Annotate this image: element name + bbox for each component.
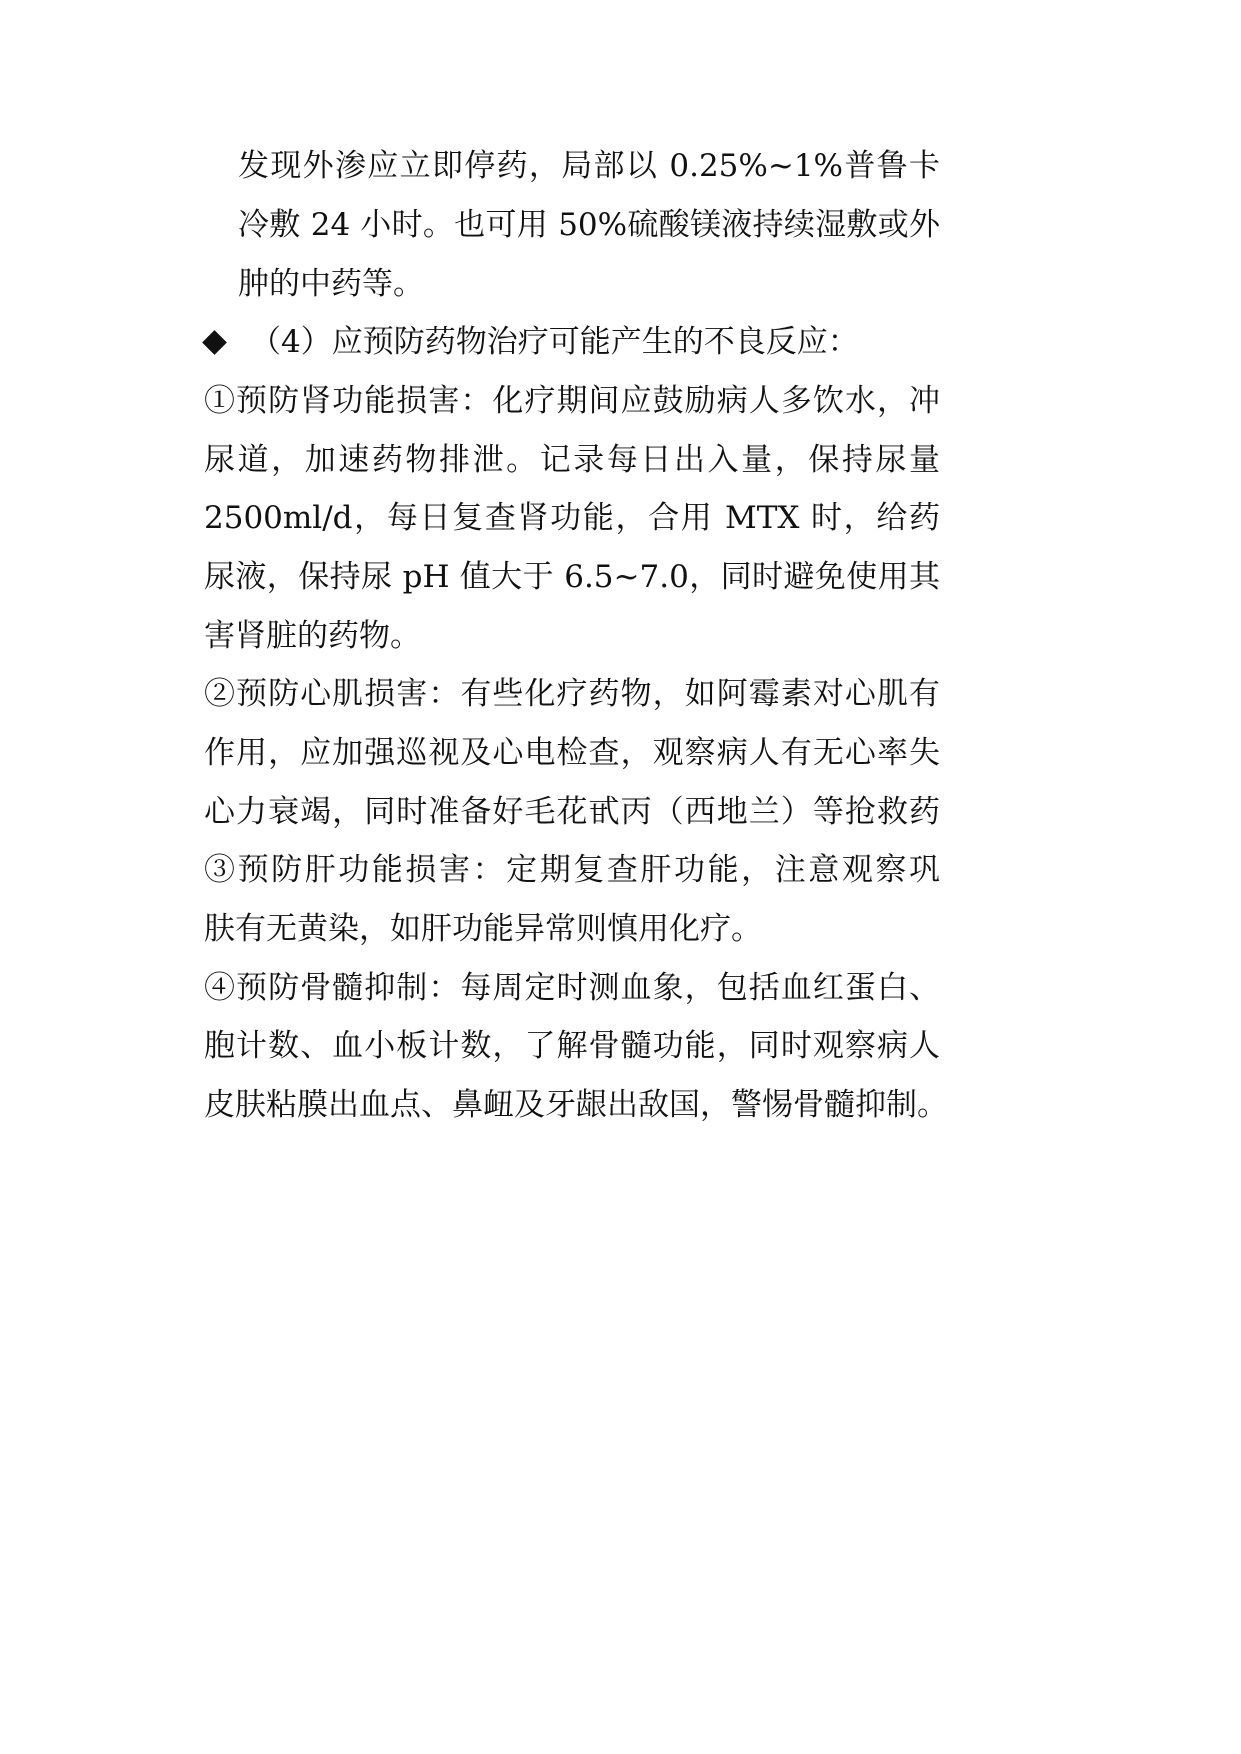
text-line-2: 冷敷 24 小时。也可用 50%硫酸镁液持续湿敷或外 [238,207,940,243]
text-line-13: ③预防肝功能损害：定期复查肝功能，注意观察巩 [204,852,940,888]
text-line-9: 害肾脏的药物。 [204,618,421,654]
text-line-3: 肿的中药等。 [238,266,424,302]
text-line-8: 尿液，保持尿 pH 值大于 6.5~7.0，同时避免使用其 [204,559,940,595]
list-heading-4-text: （4）应预防药物治疗可能产生的不良反应： [250,324,859,360]
text-line-15: ④预防骨髓抑制：每周定时测血象，包括血红蛋白、 [204,970,940,1006]
text-line-14: 肤有无黄染，如肝功能异常则慎用化疗。 [204,911,762,947]
text-line-7: 2500ml/d，每日复查肾功能，合用 MTX 时，给药 [204,500,940,536]
text-line-6: 尿道，加速药物排泄。记录每日出入量，保持尿量 [204,442,940,478]
list-heading-4 [204,322,859,362]
text-line-5: ①预防肾功能损害：化疗期间应鼓励病人多饮水，冲 [204,383,940,419]
bullet-diamond-icon [204,332,226,354]
text-line-17: 皮肤粘膜出血点、鼻衄及牙龈出敌国，警惕骨髓抑制。 [204,1087,948,1123]
text-line-10: ②预防心肌损害：有些化疗药物，如阿霉素对心肌有 [204,676,940,712]
text-line-12: 心力衰竭，同时准备好毛花甙丙（西地兰）等抢救药 [204,794,940,830]
text-line-16: 胞计数、血小板计数，了解骨髓功能，同时观察病人 [204,1028,940,1064]
text-line-1: 发现外渗应立即停药，局部以 0.25%~1%普鲁卡 [238,148,940,184]
text-line-11: 作用，应加强巡视及心电检查，观察病人有无心率失 [204,735,940,771]
